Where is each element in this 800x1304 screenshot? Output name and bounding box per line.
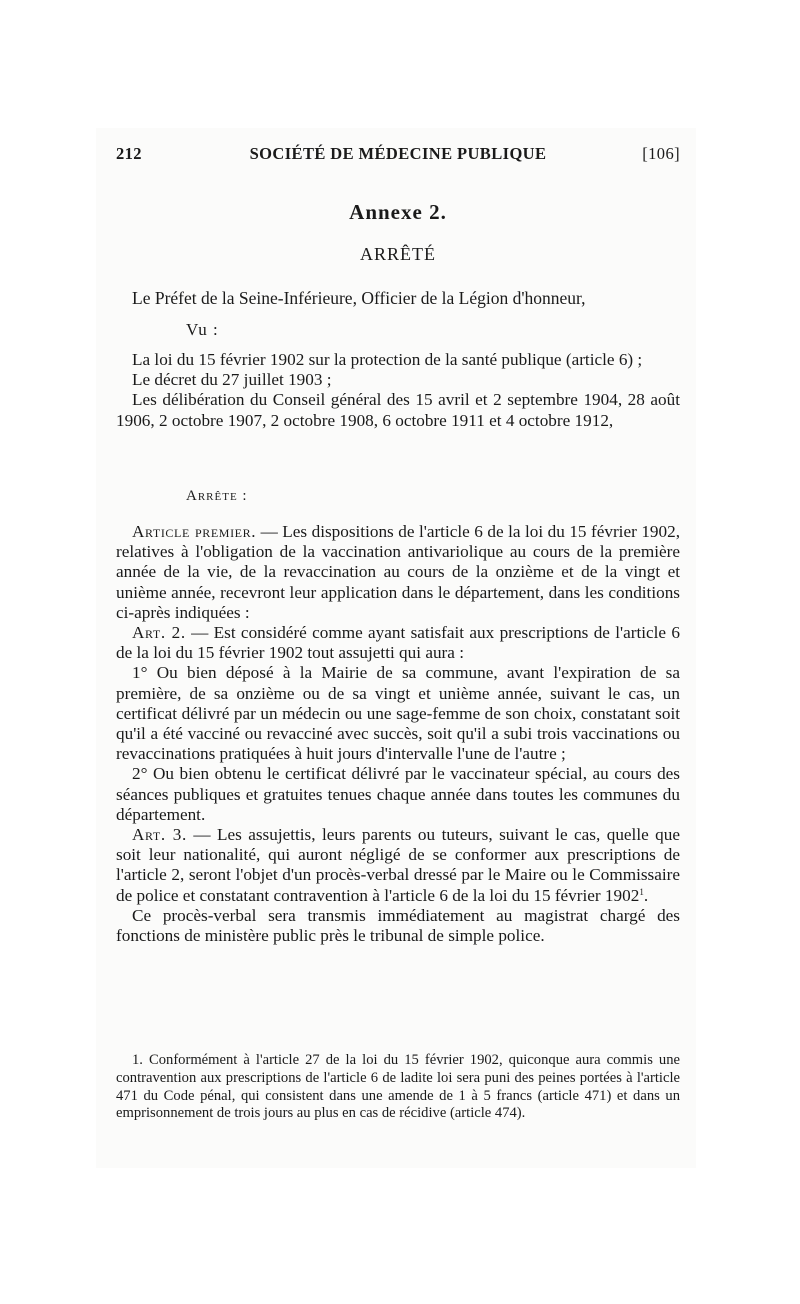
article-2-label: Art. 2.	[132, 623, 186, 643]
article-3-label: Art. 3.	[132, 825, 187, 845]
article-3-para-2: Ce procès-verbal sera transmis immédiatement au magistrat chargé des fonctions de ministère public près le tribunal de simple police.	[116, 905, 680, 946]
article-premier	[116, 522, 680, 623]
footnote-ref: 1	[639, 886, 644, 897]
article-3-end: .	[643, 885, 649, 905]
running-head	[116, 144, 680, 168]
footnote-text: 1. Conformément à l'article 27 de la loi du 15 février 1902, quiconque aura commis une contravention aux prescriptions de l'article 6 de ladite loi sera puni des peines portées à l'article 471 du Code pénal, qui consistent dans une amende de 1 à 5 francs (article 471) et dans un emprisonnement de trois jours au plus en cas de récidive (article 474).	[116, 1052, 680, 1122]
footnote	[116, 1052, 680, 1123]
annex-title: Annexe 2.	[349, 200, 447, 224]
considerant-decret: Le décret du 27 juillet 1903 ;	[132, 370, 332, 390]
prefet-line: Le Préfet de la Seine-Inférieure, Officier de la Légion d'honneur,	[132, 288, 586, 308]
considerant-deliberations: Les délibération du Conseil général des 15 avril et 2 septembre 1904, 28 août 1906, 2 octobre 1907, 2 octobre 1908, 6 octobre 1911 et 4 octobre 1912,	[116, 390, 680, 430]
article-premier-label: Article premier.	[132, 522, 257, 541]
article-3	[116, 825, 680, 906]
article-2-text: — Est considéré comme ayant satisfait aux prescriptions de l'article 6 de la loi du 15 février 1902 tout assujetti qui aura :	[116, 623, 680, 663]
arrete-label: Arrête :	[186, 488, 248, 504]
article-2-item-2: 2° Ou bien obtenu le certificat délivré par le vaccinateur spécial, au cours des séances publiques et gratuites tenues chaque année dans toutes les communes du département.	[116, 764, 680, 824]
article-2-item-1: 1° Ou bien déposé à la Mairie de sa commune, avant l'expiration de sa première, de sa onzième ou de sa vingt et unième année, suivant le cas, un certificat délivré par un médecin ou une sage-femme de son choix, constatant soit qu'il a été vacciné ou revacciné avec succès, soit qu'il a subi trois vaccinations ou revaccinations pratiquées à huit jours d'intervalle l'une de l'autre ;	[116, 663, 680, 764]
arrete-title: ARRÊTÉ	[360, 244, 436, 264]
article-premier-text: — Les dispositions de l'article 6 de la loi du 15 février 1902, relatives à l'obligation de la vaccination antivariolique au cours de la première année de la vie, de la revaccination au cours de la onzième et de la vingt et unième année, recevront leur application dans le département, dans les conditions ci-après indiquées :	[116, 522, 680, 622]
page-number: 212	[116, 144, 142, 163]
considerant-loi: La loi du 15 février 1902 sur la protection de la santé publique (article 6) ;	[132, 350, 643, 369]
running-title: SOCIÉTÉ DE MÉDECINE PUBLIQUE	[249, 144, 547, 163]
vu-label: Vu :	[186, 320, 219, 339]
article-2	[116, 623, 680, 663]
article-3-text: — Les assujettis, leurs parents ou tuteurs, suivant le cas, quelle que soit leur nationalité, qui auront négligé de se conformer aux prescriptions de l'article 2, seront l'objet d'un procès-verbal dressé par le Maire ou le Commissaire de police et constatant contravention à l'article 6 de la loi du 15 février 1902	[116, 825, 681, 905]
page-bracket: [106]	[642, 144, 680, 163]
articles-block	[116, 522, 680, 946]
considerants-block	[116, 350, 680, 431]
